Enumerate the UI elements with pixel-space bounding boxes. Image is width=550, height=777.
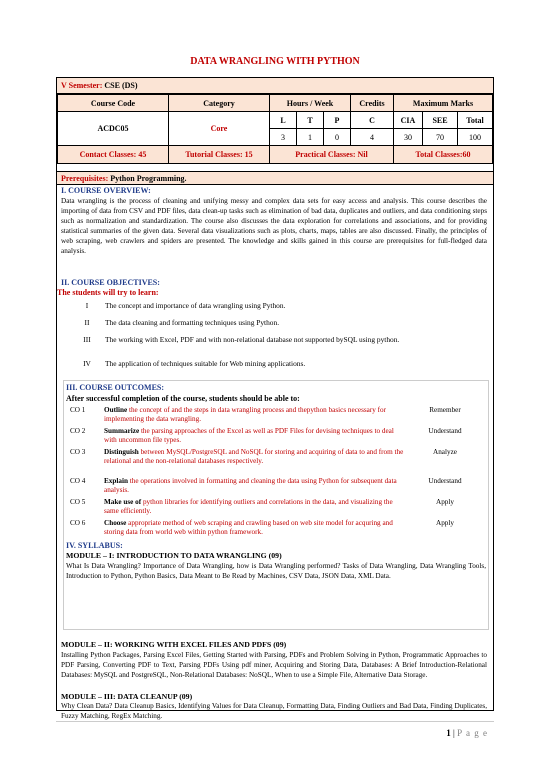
semester-label: V Semester: [61,81,103,90]
course-category: Core [169,112,270,146]
contact-classes: Contact Classes: 45 [58,146,169,164]
objective-number: III [83,335,91,344]
outcome-code: CO 6 [70,519,86,527]
outcome-text: the parsing approaches of the Excel as well as PDF Files for devising techniques to deal with uncommon file types. [104,427,394,444]
sub-header-p: P [324,112,351,129]
header-max-marks: Maximum Marks [394,95,493,112]
page-number [446,728,488,738]
outcome-verb: Summarize [104,427,140,435]
page-word: P a g e [457,728,488,738]
value-l: 3 [270,129,297,146]
total-classes: Total Classes:60 [394,146,493,164]
sub-header-t: T [297,112,324,129]
value-t: 1 [297,129,324,146]
outcome-text: appropriate method of web scraping and crawling based on web site model for acquring and storing data from world web within python framework. [104,519,393,536]
value-p: 0 [324,129,351,146]
outcome-text: between MySQL/PostgreSQL and NoSQL for storing and acquiring of data to and from the relational and the non-relational databases respectively. [104,448,404,465]
objective-number: II [84,318,90,327]
outcome-verb: Make use of [104,498,142,506]
objective-text: The working with Excel, PDF and with non-relational database not supported bySQL using python. [105,335,400,344]
outcome-code: CO 2 [70,427,86,435]
outcome-verb: Distinguish [104,448,139,456]
sub-header-c: C [351,112,394,129]
page-separator: | [453,728,455,738]
module-text: Installing Python Packages, Parsing Excel Files, Getting Started with Parsing, PDFs and Problem Solving in Python, Programmatic Approaches to PDF Parsing, Converting PDF to Text, Parsing PDFs Using pdf miner, Acquiring and Storing Data, Databases: A Brief Introduction-Relational Databases: MySQL and PostgreSQL, Non-Relational Databases: NoSQL, When to use a Simple File, Alternative Data Storage. [61,651,487,679]
outcome-level: Analyze [433,448,457,456]
outcome-level: Understand [428,427,462,435]
outcome-code: CO 5 [70,498,86,506]
course-table [57,94,493,164]
outcome-code: CO 1 [70,406,86,414]
outcome-text: the operations involved in formatting and cleaning the data using Python for subsequent data analysis. [104,477,397,494]
outcome-verb: Explain [104,477,128,485]
outcomes-section [63,380,489,630]
header-hours: Hours / Week [270,95,351,112]
objective-number: I [85,301,89,310]
outcome-level: Understand [428,477,462,485]
sub-header-cia: CIA [394,112,423,129]
overview-text: Data wrangling is the process of cleaning and unifying messy and complex data sets for easy access and analysis. This course describes the importing of data from CSV and PDF files, data clean-up tasks such as elimination of bad data, duplicates and outliers, and data conditioning steps such as normalization and standardization. The course also discusses the data exploration for correlations and associations, and for providing statistical summaries of the given data. Several data visualizations such as plots, charts, maps, tables are also discussed. Finally, the principles of web scraping, web crawlers and spiders are presented. The knowledge and skills gained in this course are prerequisites for full-fledged data analysis. [61,197,487,255]
outcome-code: CO 4 [70,477,86,485]
objectives-intro: The students will try to learn: [57,288,159,297]
module-text: Why Clean Data? Data Cleanup Basics, Identifying Values for Data Cleanup, Formatting Data, Finding Outliers and Bad Data, Finding Duplicates, Fuzzy Matching, RegEx Matching. [61,702,487,720]
outcome-level: Apply [436,498,454,506]
practical-classes: Practical Classes: Nil [270,146,394,164]
sub-header-l: L [270,112,297,129]
header-course-code: Course Code [58,95,169,112]
course-frame [56,77,494,720]
objectives-heading: II. COURSE OBJECTIVES: [61,278,160,287]
sub-header-total: Total [458,112,493,129]
footer-divider [56,721,494,722]
semester-value: CSE (DS) [104,81,138,90]
outcomes-heading: III. COURSE OUTCOMES: [66,383,165,392]
outcome-code: CO 3 [70,448,86,456]
outcome-text: the concept of and the steps in data wrangling process and thepython basics necessary for implementing the data wrangling. [104,406,387,423]
module-text: What Is Data Wrangling? Importance of Data Wrangling, how is Data Wrangling performed? Tasks of Data Wrangling, Data Wrangling Tools, Introduction to Python, Python Basics, Data Meant to Be Read by Machines, CSV Data, JSON Data, XML Data. [66,562,486,580]
prerequisites-label: Prerequisites: [61,174,109,183]
document-title: DATA WRANGLING WITH PYTHON [190,56,360,67]
sub-header-see: SEE [423,112,458,129]
prerequisites-value: Python Programming. [110,174,187,183]
module-title: MODULE – III: DATA CLEANUP (09) [61,692,193,701]
outcome-verb: Choose [104,519,127,527]
outcome-text: python libraries for identifying outliers and correlations in the data, and visualizing the same efficiently. [104,498,393,515]
outcomes-intro: After successful completion of the course, students should be able to: [66,394,300,403]
outcome-level: Apply [436,519,454,527]
course-code: ACDC05 [58,112,169,146]
objective-text: The application of techniques suitable for Web mining applications. [105,359,306,368]
objective-text: The data cleaning and formatting techniques using Python. [105,318,280,327]
module-title: MODULE – I: INTRODUCTION TO DATA WRANGLING (09) [66,551,282,560]
tutorial-classes: Tutorial Classes: 15 [169,146,270,164]
objective-number: IV [83,359,91,368]
page-number-value: 1 [446,728,451,738]
header-category: Category [169,95,270,112]
value-see: 70 [423,129,458,146]
value-total: 100 [458,129,493,146]
value-cia: 30 [394,129,423,146]
syllabus-heading: IV. SYLLABUS: [66,541,123,550]
value-c: 4 [351,129,394,146]
objective-text: The concept and importance of data wrangling using Python. [105,301,286,310]
semester-row [57,78,493,94]
outcome-verb: Outline [104,406,128,414]
prerequisites-row [57,171,493,185]
outcome-level: Remember [429,406,461,414]
module-title: MODULE – II: WORKING WITH EXCEL FILES AND PDFS (09) [61,640,287,649]
overview-heading: I. COURSE OVERVIEW: [61,186,151,195]
header-credits: Credits [351,95,394,112]
